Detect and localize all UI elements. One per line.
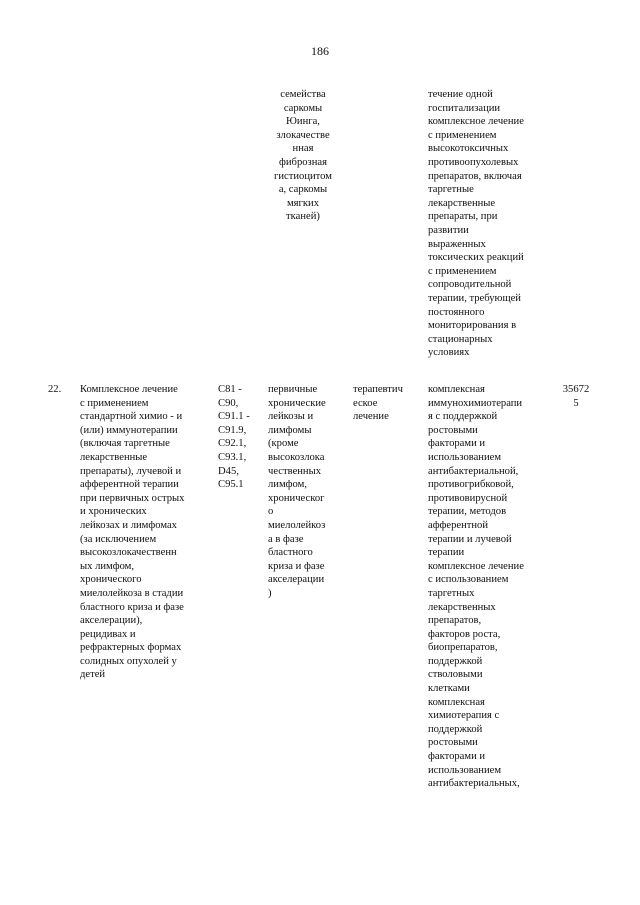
row-cost: 35672 5 <box>562 384 590 409</box>
row-name: Комплексное лечение с применением стандартной химио - и (или) иммунотерапии (включая таргетные лекарственные препараты), лучевой и афферентной терапии при первичных острых и хронических лейкозах и лимфомах (за исключением высокозлокачественн ых лимфом, хронического миелолейкоза в стадии бластного криза и фазе акселерации), рецидивах и рефрактерных формах солидных опухолей у детей <box>80 384 185 681</box>
diagnosis-continuation: семейства саркомы Юинга, злокачестве нная фиброзная гистиоцитом а, саркомы мягких тканей) <box>274 89 332 223</box>
row-method: комплексная иммунохимиотерапи я с поддержкой ростовыми факторами и использованием антибактериальной, противогрибковой, противовирусной терапии, методов афферентной терапии и лучевой терапии комплексное лечение с использованием таргетных лекарственных препаратов, факторов роста, биопрепаратов, поддержкой стволовыми клетками комплексная химиотерапия с поддержкой ростовыми факторами и использованием антибактериальных, <box>428 384 524 790</box>
row-codes: C81 - C90, C91.1 - C91.9, C92.1, C93.1, D45, C95.1 <box>218 384 250 491</box>
row-treatment: терапевтич еское лечение <box>353 384 403 423</box>
row-diagnosis: первичные хронические лейкозы и лимфомы (кроме высокозлока чественных лимфом, хроническог о миелолейкоз а в фазе бластного криза и фазе акселерации ) <box>268 384 326 599</box>
method-continuation: течение одной госпитализации комплексное лечение с применением высокотоксичных противоопухолевых препаратов, включая таргетные лекарственные препараты, при развитии выраженных токсических реакций с применением сопроводительной терапии, требующей постоянного мониторирования в стационарных условиях <box>428 89 524 359</box>
page-number: 186 <box>311 44 329 58</box>
row-number: 22. <box>48 384 62 395</box>
